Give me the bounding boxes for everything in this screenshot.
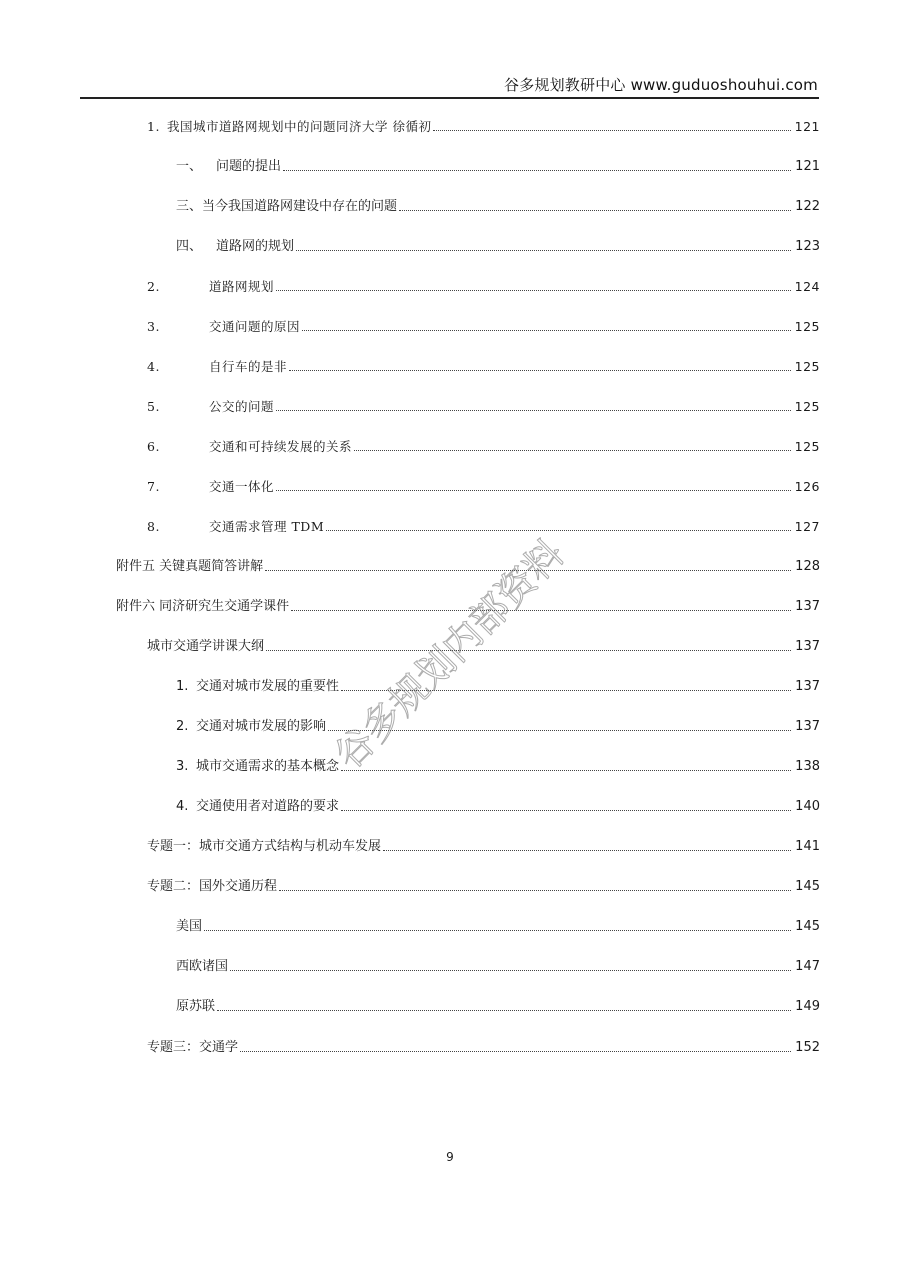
dot-leader xyxy=(204,930,791,931)
dot-leader xyxy=(283,170,791,171)
entry-page: 128 xyxy=(795,559,820,574)
entry-title: 城市交通学讲课大纲 xyxy=(147,639,265,654)
dot-leader xyxy=(276,410,791,411)
entry-title: 西欧诸国 xyxy=(176,959,229,974)
entry-title: 交通问题的原因 xyxy=(209,319,301,334)
entry-number: 5. xyxy=(147,399,160,414)
dot-leader xyxy=(276,290,791,291)
entry-number: 2. xyxy=(176,719,189,734)
entry-page: 124 xyxy=(794,279,820,294)
entry-title: 交通一体化 xyxy=(209,479,275,494)
entry-page: 125 xyxy=(794,399,820,414)
entry-title: 专题三：交通学 xyxy=(147,1040,239,1055)
entry-title: 交通对城市发展的重要性 xyxy=(196,679,340,694)
toc-entry[interactable] xyxy=(147,433,820,455)
entry-page: 121 xyxy=(795,159,820,174)
entry-title: 道路网规划 xyxy=(209,279,275,294)
entry-number: 四、 xyxy=(176,239,203,254)
dot-leader xyxy=(433,130,790,131)
entry-page: 137 xyxy=(795,599,820,614)
entry-page: 126 xyxy=(794,479,820,494)
toc-entry[interactable] xyxy=(147,313,820,335)
dot-leader xyxy=(240,1051,791,1052)
toc-entry[interactable] xyxy=(147,113,820,135)
entry-title: 公交的问题 xyxy=(209,399,275,414)
entry-page: 138 xyxy=(795,759,820,774)
toc-entry[interactable] xyxy=(176,193,820,215)
entry-title: 自行车的是非 xyxy=(209,359,288,374)
entry-number: 1. xyxy=(176,679,189,694)
toc-entry[interactable] xyxy=(176,913,820,935)
entry-title: 三、当今我国道路网建设中存在的问题 xyxy=(176,199,398,214)
entry-title: 城市交通需求的基本概念 xyxy=(196,759,340,774)
entry-title: 交通对城市发展的影响 xyxy=(196,719,327,734)
toc-entry[interactable] xyxy=(147,393,820,415)
entry-number: 3. xyxy=(147,319,160,334)
toc-entry[interactable] xyxy=(147,273,820,295)
dot-leader xyxy=(217,1010,791,1011)
entry-page: 141 xyxy=(795,839,820,854)
entry-page: 137 xyxy=(795,719,820,734)
entry-title: 附件六 同济研究生交通学课件 xyxy=(116,599,290,614)
dot-leader xyxy=(341,810,791,811)
entry-page: 140 xyxy=(795,799,820,814)
toc-entry[interactable] xyxy=(176,153,820,175)
dot-leader xyxy=(279,890,791,891)
dot-leader xyxy=(289,370,791,371)
entry-number: 一、 xyxy=(176,159,203,174)
toc-entry[interactable] xyxy=(147,873,820,895)
entry-number: 6. xyxy=(147,439,160,454)
entry-page: 137 xyxy=(795,639,820,654)
entry-page: 123 xyxy=(795,239,820,254)
entry-title: 专题二：国外交通历程 xyxy=(147,879,278,894)
entry-page: 152 xyxy=(795,1040,820,1055)
dot-leader xyxy=(302,330,791,331)
entry-page: 125 xyxy=(794,319,820,334)
watermark-text: 谷多规划内部资料 xyxy=(326,531,573,778)
toc-entry[interactable] xyxy=(147,353,820,375)
entry-number: 4. xyxy=(176,799,189,814)
dot-leader xyxy=(383,850,791,851)
entry-page: 125 xyxy=(794,439,820,454)
entry-title: 交通和可持续发展的关系 xyxy=(209,439,353,454)
entry-number: 2. xyxy=(147,279,160,294)
entry-number: 8. xyxy=(147,519,160,534)
entry-page: 147 xyxy=(795,959,820,974)
entry-title: 专题一：城市交通方式结构与机动车发展 xyxy=(147,839,382,854)
entry-title: 问题的提出 xyxy=(216,159,282,174)
entry-number: 1. xyxy=(147,119,160,134)
entry-title: 原苏联 xyxy=(176,999,216,1014)
entry-title: 交通需求管理 TDM xyxy=(209,519,325,534)
entry-page: 149 xyxy=(795,999,820,1014)
entry-title: 道路网的规划 xyxy=(216,239,295,254)
entry-page: 125 xyxy=(794,359,820,374)
entry-number: 3. xyxy=(176,759,189,774)
entry-title: 美国 xyxy=(176,919,203,934)
entry-title: 交通使用者对道路的要求 xyxy=(196,799,340,814)
dot-leader xyxy=(399,210,791,211)
entry-number: 4. xyxy=(147,359,160,374)
header-title: 谷多规划教研中心 www.guduoshouhui.com xyxy=(504,76,818,94)
entry-title: 附件五 关键真题简答讲解 xyxy=(116,559,264,574)
watermark xyxy=(300,500,660,800)
toc-entry[interactable] xyxy=(147,473,820,495)
entry-page: 122 xyxy=(795,199,820,214)
entry-number: 7. xyxy=(147,479,160,494)
toc-entry[interactable] xyxy=(176,993,820,1015)
toc-entry[interactable] xyxy=(176,953,820,975)
page-number: 9 xyxy=(446,1150,454,1164)
dot-leader xyxy=(354,450,791,451)
entry-page: 121 xyxy=(794,119,820,134)
dot-leader xyxy=(296,250,791,251)
entry-title: 我国城市道路网规划中的问题同济大学 徐循初 xyxy=(167,119,432,134)
toc-entry[interactable] xyxy=(147,833,820,855)
entry-page: 145 xyxy=(795,919,820,934)
entry-page: 127 xyxy=(794,519,820,534)
dot-leader xyxy=(230,970,791,971)
toc-entry[interactable] xyxy=(176,233,820,255)
toc-entry[interactable] xyxy=(147,1034,820,1056)
entry-page: 145 xyxy=(795,879,820,894)
entry-page: 137 xyxy=(795,679,820,694)
dot-leader xyxy=(276,490,791,491)
